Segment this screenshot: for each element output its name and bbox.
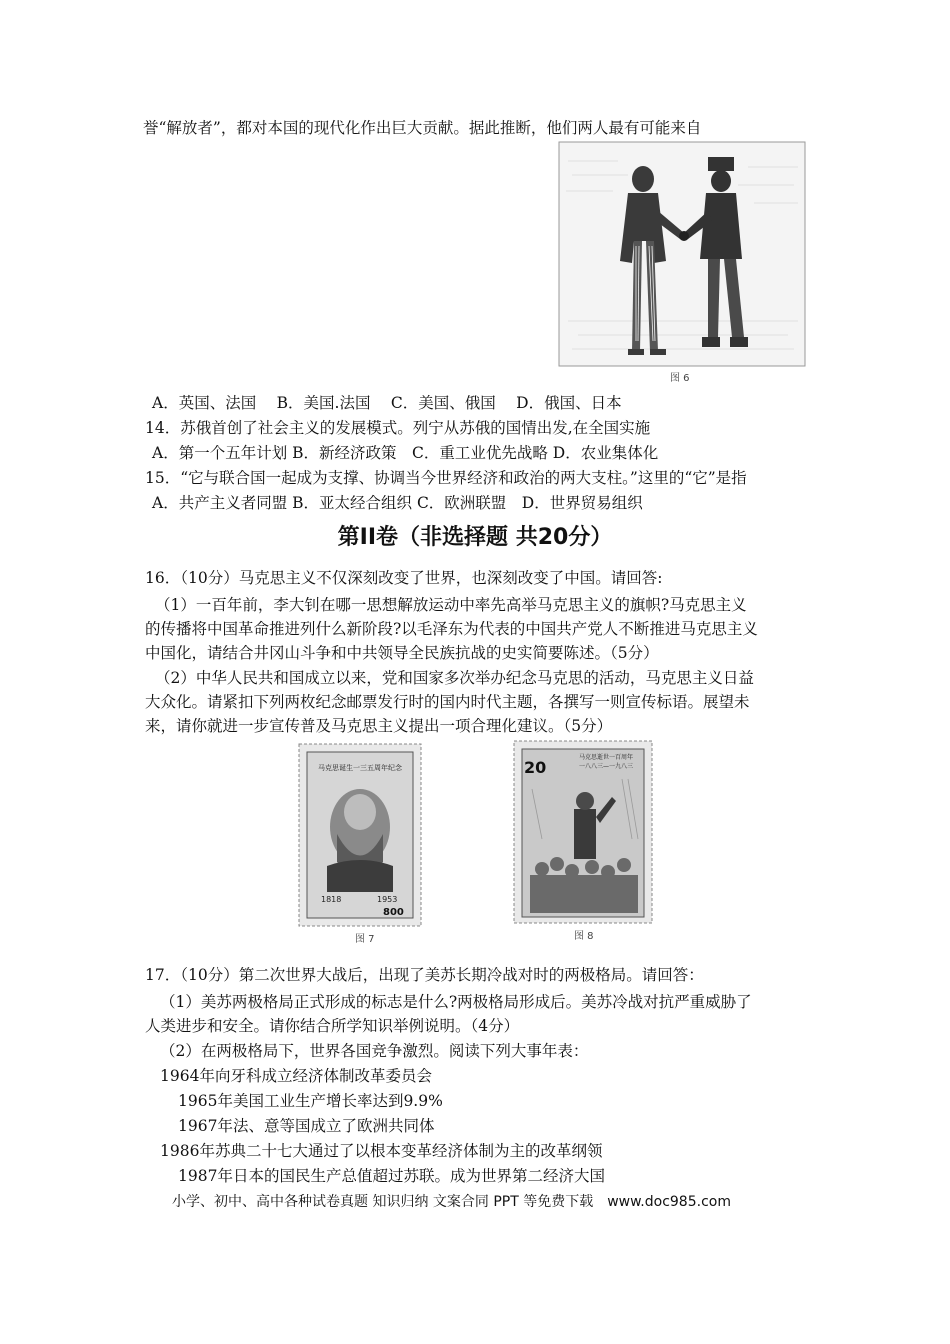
question-14-options: A．第一个五年计划 B．新经济政策 C．重工业优先战略 D．农业集体化 [152,444,659,462]
stamp-8-value: 20 [524,758,547,777]
timeline-item-1967: 1967年法、意等国成立了欧洲共同体 [178,1117,435,1135]
question-16-part-2-line-1: （2）中华人民共和国成立以来，党和国家多次举办纪念马克思的活动，马克思主义日益 [155,669,754,687]
question-17-part-1-line-1: （1）美苏两极格局正式形成的标志是什么?两极格局形成后。美苏冷战对抗严重威胁了 [160,993,752,1011]
question-15-stem: 15．“它与联合国一起成为支撑、协调当今世界经济和政治的两大支柱。”这里的“它”是指 [145,469,747,487]
figure-8-stamp [512,739,654,942]
stamp-7-year-left: 1818 [321,895,342,904]
timeline-item-1987: 1987年日本的国民生产总值超过苏联。成为世界第二经济大国 [178,1167,605,1185]
timeline-item-1965: 1965年美国工业生产增长率达到9.9% [178,1092,443,1110]
question-13-stem-continuation: 誉“解放者”，都对本国的现代化作出巨大贡献。据此推断，他们两人最有可能来自 [143,119,702,137]
question-16-part-2-line-2: 大众化。请紧扣下列两枚纪念邮票发行时的国内时代主题，各撰写一则宣传标语。展望未 [145,693,750,711]
timeline-item-1986: 1986年苏典二十七大通过了以根本变革经济体制为主的改革纲领 [160,1142,603,1160]
timeline-item-1964: 1964年向牙科成立经济体制改革委员会 [160,1067,432,1085]
question-16-part-1-line-3: 中国化，请结合井冈山斗争和中共领导全民族抗战的史实简要陈述。（5分） [145,644,659,662]
question-16-part-1-line-1: （1）一百年前，李大钊在哪一思想解放运动中率先高举马克思主义的旗帜?马克思主义 [155,596,747,614]
question-16-part-2-line-3: 来，请你就进一步宣传普及马克思主义提出一项合理化建议。（5分） [145,717,613,735]
stamp-8-top-text: 马克思逝世一百周年 [578,754,634,761]
marx-portrait-stamp-image [297,742,423,942]
question-15-options: A．共产主义者同盟 B．亚太经合组织 C．欧洲联盟 D．世界贸易组织 [152,494,643,512]
figure-7-caption: 图 7 [355,934,375,945]
figure-6-caption: 图 6 [670,373,690,384]
page-footer-promo: 小学、初中、高中各种试卷真题 知识归纳 文案合同 PPT 等免费下载 www.doc985.com [172,1194,731,1210]
marx-centenary-stamp-image [512,739,654,942]
question-17-part-2-stem: （2）在两极格局下，世界各国竞争激烈。阅读下列大事年表： [160,1042,589,1060]
question-17-stem: 17．（10分）第二次世界大战后，出现了美苏长期冷战对时的两极格局。请回答： [145,966,704,984]
figure-7-stamp [297,742,423,945]
question-17-part-1-line-2: 人类进步和安全。请你结合所学知识举例说明。（4分） [145,1017,520,1035]
stamp-7-top-text: 马克思诞生一三五周年纪念 [318,764,402,772]
handshake-engraving-image [558,141,806,385]
question-16-stem: 16．（10分）马克思主义不仅深刻改变了世界，也深刻改变了中国。请回答: [145,569,663,587]
section-ii-title: 第II卷（非选择题 共20分） [337,525,613,550]
figure-8-caption: 图 8 [574,931,594,942]
question-14-stem: 14．苏俄首创了社会主义的发展模式。列宁从苏俄的国情出发,在全国实施 [145,419,651,437]
stamp-7-year-right: 1953 [377,895,398,904]
question-13-options: A．英国、法国 B．美国.法国 C．美国、俄国 D．俄国、日本 [152,394,622,412]
question-16-part-1-line-2: 的传播将中国革命推进列什么新阶段?以毛泽东为代表的中国共产党人不断推进马克思主义 [145,620,758,638]
figure-6-handshake-illustration [558,141,806,385]
stamp-8-years: 一八八三—一九八三 [578,763,634,770]
stamp-7-value: 800 [383,907,404,918]
